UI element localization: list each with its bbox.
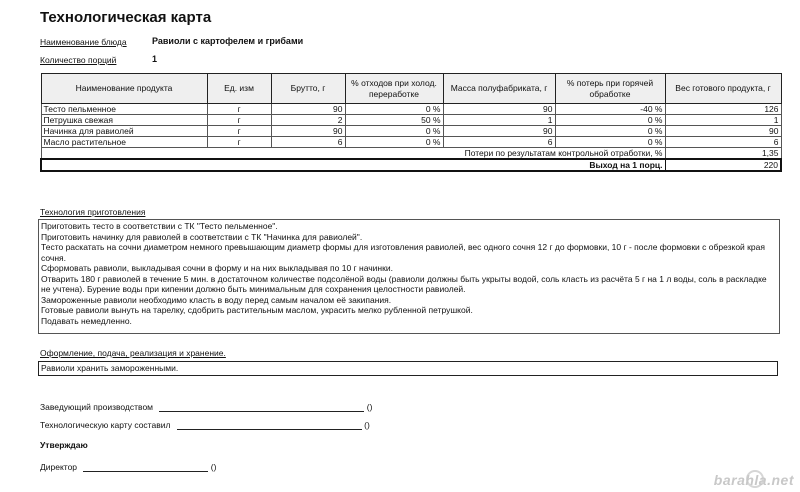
technology-line: Приготовить начинку для равиолей в соответствии с ТК "Начинка для равиолей". — [41, 231, 363, 242]
cell-ready-weight: 6 — [665, 137, 781, 148]
signature-director-line — [83, 462, 208, 472]
cell-cold-waste: 50 % — [345, 115, 443, 126]
cell-hot-loss: 0 % — [555, 126, 665, 137]
col-header-cold-waste: % отходов при холод. переработке — [345, 74, 443, 104]
cell-semi-mass: 6 — [443, 137, 555, 148]
serving-text: Равиоли хранить замороженными. — [41, 363, 179, 373]
table-row — [41, 137, 781, 148]
technology-line: Подавать немедленно. — [41, 315, 132, 326]
cell-cold-waste: 0 % — [345, 126, 443, 137]
ingredients-table — [40, 73, 782, 172]
cell-product: Начинка для равиолей — [41, 126, 207, 137]
signature-director-paren: () — [210, 462, 217, 472]
serving-box — [38, 361, 778, 376]
col-header-gross: Брутто, г — [271, 74, 345, 104]
technology-line: Тесто раскатать на сочни диаметром немного превышающим диаметр формы для изготовления равиолей, вес одного сочня 12 г до формовки, 10 г - после формовки с обрезкой края сочня. — [41, 242, 765, 263]
signature-approve: Утверждаю — [40, 440, 88, 450]
cell-unit: г — [207, 137, 271, 148]
cell-cold-waste: 0 % — [345, 137, 443, 148]
signature-director — [40, 462, 216, 472]
cell-unit: г — [207, 104, 271, 115]
technology-line: Замороженные равиоли необходимо класть в воду перед самым началом её закипания. — [41, 294, 392, 305]
signature-head-line — [159, 402, 364, 412]
technology-line: Готовые равиоли вынуть на тарелку, сдобрить растительным маслом, украсить мелко рубленной петрушкой. — [41, 305, 473, 315]
cell-gross: 90 — [271, 126, 345, 137]
cell-semi-mass: 90 — [443, 104, 555, 115]
signature-author-label: Технологическую карту составил — [40, 420, 171, 430]
cell-ready-weight: 126 — [665, 104, 781, 115]
cell-product: Тесто пельменное — [41, 104, 207, 115]
cell-cold-waste: 0 % — [345, 104, 443, 115]
technology-line: Сформовать равиоли, выкладывая сочни в форму и на них выкладывая по 10 г начинки. — [41, 263, 393, 273]
yield-value: 220 — [665, 159, 781, 171]
table-row — [41, 126, 781, 137]
yield-label: Выход на 1 порц. — [41, 159, 665, 171]
portions-label: Количество порций — [40, 55, 117, 65]
watermark: barahla.net — [713, 472, 794, 488]
technology-line: Приготовить тесто в соответствии с ТК "Тесто пельменное". — [41, 221, 278, 231]
table-row — [41, 115, 781, 126]
signature-author-line — [177, 420, 362, 430]
col-header-unit: Ед. изм — [207, 74, 271, 104]
loss-value: 1,35 — [665, 148, 781, 160]
cell-ready-weight: 90 — [665, 126, 781, 137]
yield-row — [41, 159, 781, 171]
portions-value: 1 — [152, 54, 158, 64]
cell-ready-weight: 1 — [665, 115, 781, 126]
cell-gross: 2 — [271, 115, 345, 126]
cell-unit: г — [207, 115, 271, 126]
loss-label: Потери по результатам контрольной отработки, % — [41, 148, 665, 160]
technology-label: Технология приготовления — [40, 207, 146, 217]
col-header-semi-mass: Масса полуфабриката, г — [443, 74, 555, 104]
dish-value: Равиоли с картофелем и грибами — [152, 36, 304, 46]
signature-author-paren: () — [364, 420, 370, 430]
signature-head-paren: () — [366, 402, 373, 412]
signature-head-label: Заведующий производством — [40, 402, 154, 412]
dish-label: Наименование блюда — [40, 37, 127, 47]
table-header-row — [41, 74, 781, 104]
col-header-ready-weight: Вес готового продукта, г — [665, 74, 781, 104]
page-title: Технологическая карта — [40, 9, 212, 26]
cell-hot-loss: -40 % — [555, 104, 665, 115]
signature-director-label: Директор — [40, 462, 78, 472]
cell-semi-mass: 90 — [443, 126, 555, 137]
col-header-product: Наименование продукта — [41, 74, 207, 104]
cell-hot-loss: 0 % — [555, 115, 665, 126]
technology-line: Отварить 180 г равиолей в течение 5 мин. в достаточном количестве подсолёной воды (равиоли должны быть укрыты водой, соль класть из расчёта 5 г на 1 л воды, соль в раскладке не учтена). Бурение воды при кипении должно быть минимальным для сохранения целостности равиолей. — [41, 273, 767, 294]
cell-product: Петрушка свежая — [41, 115, 207, 126]
cell-hot-loss: 0 % — [555, 137, 665, 148]
cell-gross: 90 — [271, 104, 345, 115]
signature-author — [40, 420, 370, 430]
col-header-hot-loss: % потерь при горячей обработке — [555, 74, 665, 104]
cell-gross: 6 — [271, 137, 345, 148]
cell-unit: г — [207, 126, 271, 137]
table-row — [41, 104, 781, 115]
cell-semi-mass: 1 — [443, 115, 555, 126]
technology-box — [38, 219, 780, 334]
signature-head — [40, 402, 372, 412]
loss-row — [41, 148, 781, 160]
cell-product: Масло растительное — [41, 137, 207, 148]
serving-label: Оформление, подача, реализация и хранение. — [40, 348, 226, 358]
